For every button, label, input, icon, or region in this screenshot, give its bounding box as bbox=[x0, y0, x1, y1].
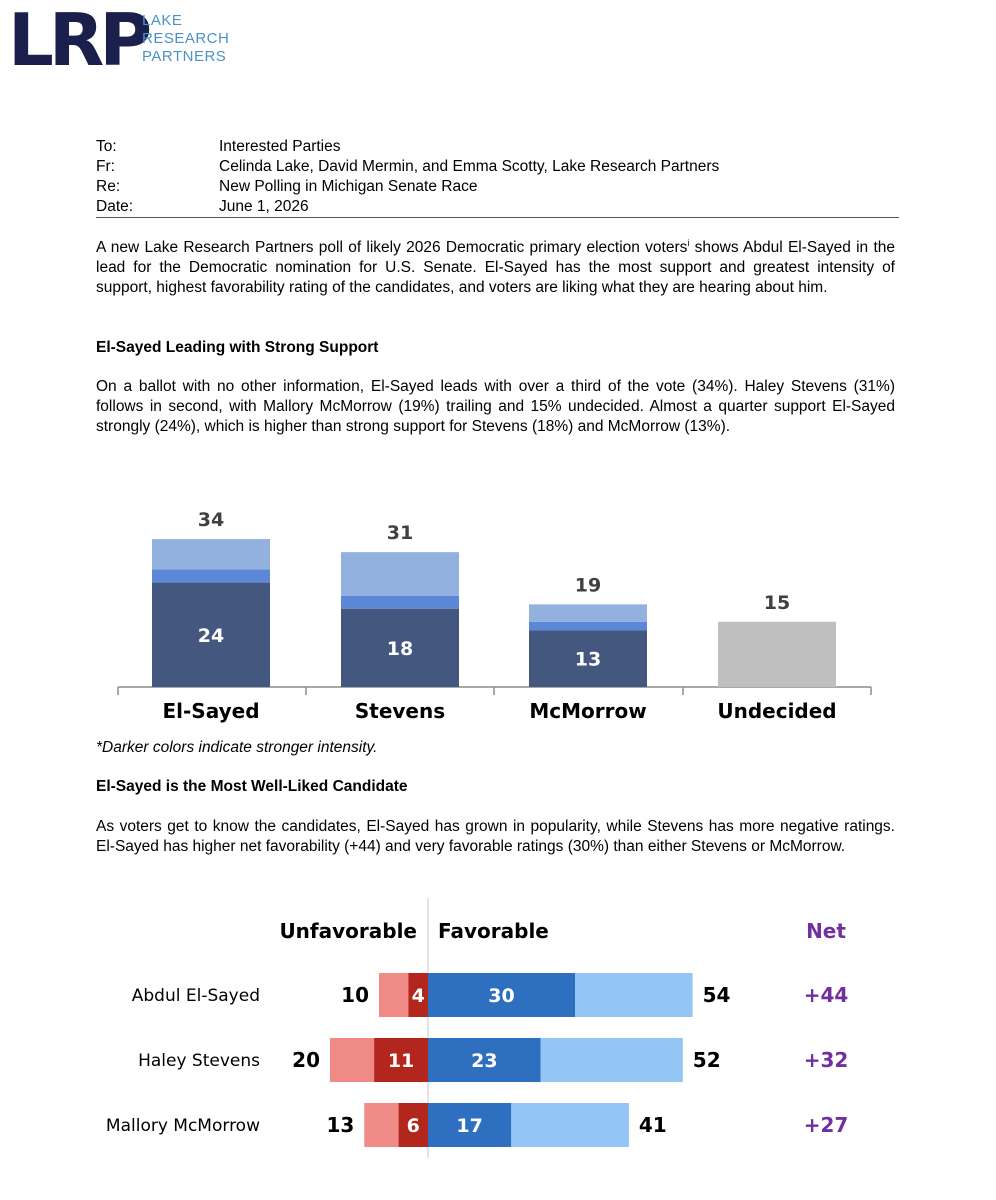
ballot-chart bbox=[0, 490, 996, 740]
fav-bar-fav-light-mallory-mcmorrow bbox=[511, 1103, 629, 1147]
fav-row-label-abdul-el-sayed: Abdul El-Sayed bbox=[131, 986, 260, 1006]
section2-heading: El-Sayed is the Most Well-Liked Candidate bbox=[96, 778, 408, 795]
fav-unfav-total-mallory-mcmorrow: 13 bbox=[326, 1113, 355, 1137]
fav-strong-unfav-label-mallory-mcmorrow: 6 bbox=[406, 1115, 420, 1137]
fav-unfav-total-haley-stevens: 20 bbox=[292, 1048, 320, 1072]
fav-bar-unfav-light-mallory-mcmorrow bbox=[364, 1103, 398, 1147]
ballot-category-label-el-sayed: El-Sayed bbox=[162, 699, 260, 723]
ballot-bar-middle-el-sayed bbox=[152, 570, 270, 583]
memo-date-value: June 1, 2026 bbox=[219, 198, 309, 215]
fav-bar-unfav-light-haley-stevens bbox=[330, 1038, 374, 1082]
memo-to-value: Interested Parties bbox=[219, 138, 341, 155]
fav-bar-fav-light-haley-stevens bbox=[541, 1038, 683, 1082]
memo-from-label: Fr: bbox=[96, 158, 115, 175]
logo-wordmark bbox=[142, 12, 229, 66]
fav-fav-total-haley-stevens: 52 bbox=[692, 1048, 721, 1072]
fav-header-favorable: Favorable bbox=[438, 919, 549, 943]
fav-net-abdul-el-sayed: +44 bbox=[803, 983, 849, 1007]
fav-header-unfavorable: Unfavorable bbox=[279, 919, 417, 943]
ballot-strong-label-stevens: 18 bbox=[386, 637, 414, 660]
ballot-category-label-stevens: Stevens bbox=[354, 699, 446, 723]
fav-fav-total-mallory-mcmorrow: 41 bbox=[638, 1113, 667, 1137]
fav-row-label-mallory-mcmorrow: Mallory McMorrow bbox=[105, 1116, 260, 1136]
fav-net-haley-stevens: +32 bbox=[803, 1048, 849, 1072]
fav-very-fav-label-abdul-el-sayed: 30 bbox=[488, 985, 515, 1007]
memo-re-label: Re: bbox=[96, 178, 121, 195]
memo-date-label: Date: bbox=[96, 198, 134, 215]
intro-text-end: shows Abdul El-Sayed in the lead for the Democratic nomination for U.S. Senate. El-Sayed has the most support and greatest intensity of support, highest favorability rating of the candidates, and voters are liking what they are hearing about him. bbox=[96, 239, 895, 296]
ballot-bar-middle-stevens bbox=[341, 596, 459, 609]
ballot-category-label-mcmorrow: McMorrow bbox=[529, 699, 647, 723]
logo-mark: LRP bbox=[8, 0, 148, 82]
fav-very-fav-label-mallory-mcmorrow: 17 bbox=[456, 1115, 483, 1137]
fav-row-label-haley-stevens: Haley Stevens bbox=[138, 1051, 260, 1071]
fav-net-mallory-mcmorrow: +27 bbox=[803, 1113, 849, 1137]
memo-divider bbox=[96, 217, 899, 218]
ballot-strong-label-mcmorrow: 13 bbox=[574, 648, 602, 671]
ballot-bar-light-mcmorrow bbox=[529, 604, 647, 621]
ballot-total-label-el-sayed: 34 bbox=[197, 509, 225, 532]
logo-line-1: LAKE bbox=[142, 12, 183, 29]
fav-bar-fav-light-abdul-el-sayed bbox=[575, 973, 693, 1017]
fav-fav-total-abdul-el-sayed: 54 bbox=[702, 983, 731, 1007]
fav-header-net: Net bbox=[806, 919, 846, 943]
fav-unfav-total-abdul-el-sayed: 10 bbox=[341, 983, 369, 1007]
section1-heading: El-Sayed Leading with Strong Support bbox=[96, 339, 379, 356]
section2-paragraph: As voters get to know the candidates, El-Sayed has grown in popularity, while Stevens has more negative ratings. El-Sayed has higher net favorability (+44) and very favorable ratings (30%) than either Stevens or McMorrow. bbox=[96, 818, 895, 855]
ballot-bar-undecided bbox=[718, 622, 836, 687]
fav-very-fav-label-haley-stevens: 23 bbox=[471, 1050, 498, 1072]
memo-to-label: To: bbox=[96, 138, 117, 155]
memo-to-row bbox=[96, 137, 898, 157]
ballot-bar-middle-mcmorrow bbox=[529, 622, 647, 631]
fav-bar-unfav-light-abdul-el-sayed bbox=[379, 973, 408, 1017]
fav-strong-unfav-label-abdul-el-sayed: 4 bbox=[411, 985, 425, 1007]
ballot-total-label-stevens: 31 bbox=[386, 522, 414, 545]
fav-strong-unfav-label-haley-stevens: 11 bbox=[387, 1050, 415, 1072]
ballot-strong-label-el-sayed: 24 bbox=[197, 624, 225, 647]
memo-header bbox=[96, 137, 898, 217]
memo-from-row bbox=[96, 157, 898, 177]
section1-paragraph: On a ballot with no other information, El-Sayed leads with over a third of the vote (34%). Haley Stevens (31%) follows in second, with Mallory McMorrow (19%) trailing and 15% undecided. Almost a quarter support El-Sayed strongly (24%), which is higher than strong support for Stevens (18%) and McMorrow (13%). bbox=[96, 378, 895, 435]
memo-re-row bbox=[96, 177, 898, 197]
ballot-category-label-undecided: Undecided bbox=[717, 699, 837, 723]
logo-line-2: RESEARCH bbox=[142, 30, 230, 47]
intensity-note: *Darker colors indicate stronger intensity. bbox=[96, 739, 378, 756]
footnote-marker[interactable]: i bbox=[687, 237, 690, 248]
ballot-total-label-undecided: 15 bbox=[763, 591, 791, 614]
intro-paragraph bbox=[96, 238, 895, 298]
memo-re-value: New Polling in Michigan Senate Race bbox=[219, 178, 478, 195]
logo-line-3: PARTNERS bbox=[142, 48, 227, 65]
favorability-chart bbox=[0, 890, 996, 1190]
memo-from-value: Celinda Lake, David Mermin, and Emma Scotty, Lake Research Partners bbox=[219, 158, 720, 175]
memo-date-row bbox=[96, 197, 898, 217]
ballot-total-label-mcmorrow: 19 bbox=[574, 574, 602, 597]
intro-text-start: A new Lake Research Partners poll of likely 2026 Democratic primary election voters bbox=[96, 239, 688, 256]
ballot-bar-light-stevens bbox=[341, 552, 459, 596]
ballot-bar-light-el-sayed bbox=[152, 539, 270, 569]
